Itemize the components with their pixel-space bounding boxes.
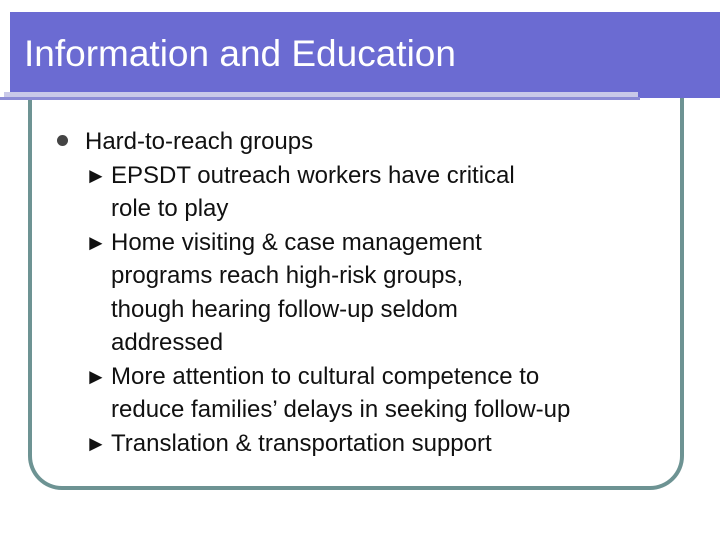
arrow-marker-icon: ► bbox=[85, 430, 107, 456]
arrow-marker-icon: ► bbox=[85, 162, 107, 188]
arrow-marker-icon: ► bbox=[85, 229, 107, 255]
bullet-item bbox=[55, 126, 675, 159]
sub-bullet-line: Home visiting & case management bbox=[111, 228, 482, 256]
sub-bullet-line: though hearing follow-up seldom bbox=[111, 295, 458, 323]
sub-bullet-line: EPSDT outreach workers have critical bbox=[111, 161, 515, 189]
sub-bullet-item bbox=[85, 427, 675, 461]
bullet-text: Hard-to-reach groups bbox=[85, 128, 314, 155]
sub-bullet-item bbox=[85, 226, 675, 360]
slide-content bbox=[55, 126, 675, 460]
title-underline bbox=[0, 97, 640, 100]
sub-bullet-line: More attention to cultural competence to bbox=[111, 362, 540, 390]
slide-title: Information and Education bbox=[24, 33, 456, 74]
arrow-marker-icon: ► bbox=[85, 363, 107, 389]
bullet-dot-icon bbox=[57, 135, 68, 146]
sub-bullet-line: Translation & transportation support bbox=[111, 429, 492, 457]
sub-bullet-item bbox=[85, 159, 675, 226]
sub-bullet-list bbox=[55, 159, 675, 461]
sub-bullet-item bbox=[85, 360, 675, 427]
sub-bullet-line: reduce families’ delays in seeking follow-up bbox=[111, 396, 571, 423]
sub-bullet-line: addressed bbox=[111, 329, 224, 356]
sub-bullet-line: programs reach high-risk groups, bbox=[111, 262, 464, 289]
sub-bullet-line: role to play bbox=[111, 195, 229, 222]
